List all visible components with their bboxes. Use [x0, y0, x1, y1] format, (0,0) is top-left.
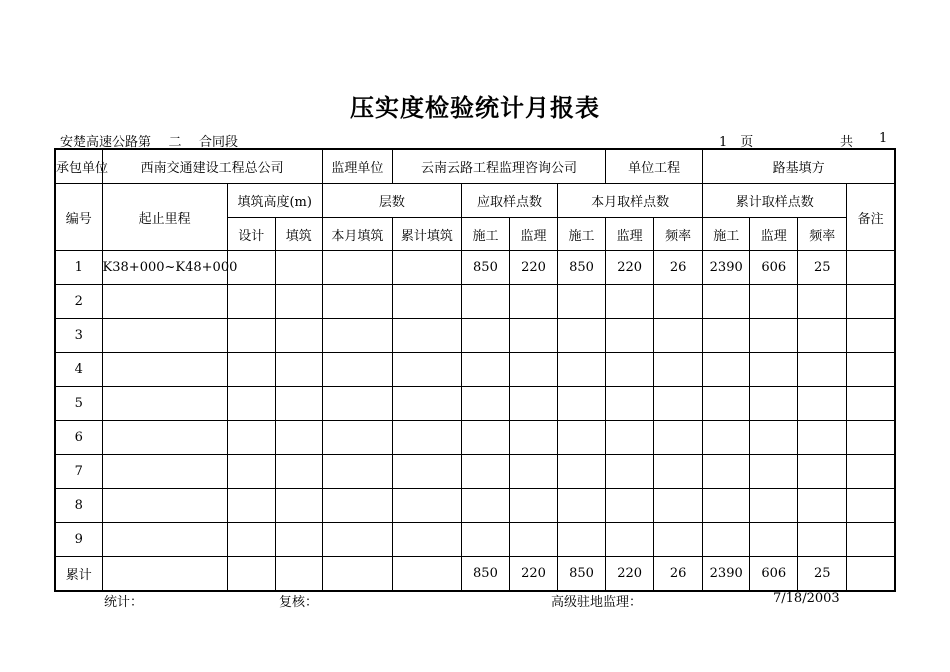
cell-remark	[847, 353, 895, 387]
header-remarks: 备注	[847, 184, 895, 251]
cell-cum-fill	[392, 455, 461, 489]
footer-date: 7/18/2003	[773, 591, 840, 606]
header-cum-points: 累计取样点数	[703, 184, 847, 218]
cell-fill	[275, 251, 322, 285]
cell-cum-supervision	[750, 319, 798, 353]
cell-cum-frequency	[798, 489, 847, 523]
cell-mon-supervision	[606, 523, 654, 557]
header-req-supervision: 监理	[509, 218, 557, 251]
cell-cum-construction	[703, 489, 750, 523]
cell-cum-frequency	[798, 523, 847, 557]
info-row	[55, 149, 895, 184]
cell-mon-frequency	[654, 319, 703, 353]
header-required-points: 应取样点数	[461, 184, 557, 218]
cell-design	[227, 353, 275, 387]
contract-suffix: 合同段	[199, 135, 239, 150]
cell-mon-frequency	[654, 353, 703, 387]
total-pages-value: 1	[879, 131, 888, 146]
cell-mileage	[102, 455, 227, 489]
cell-remark	[847, 455, 895, 489]
total-pages-label: 共	[840, 135, 854, 150]
cell-req-supervision	[509, 285, 557, 319]
cell-cum-frequency	[798, 387, 847, 421]
cell-req-supervision	[509, 523, 557, 557]
cell-remark	[847, 251, 895, 285]
cell-cum-supervision	[750, 285, 798, 319]
total-req-construction: 850	[461, 557, 509, 592]
cell-fill	[275, 557, 322, 592]
cell-cum-frequency	[798, 285, 847, 319]
cell-month-fill	[322, 489, 392, 523]
cell-mon-supervision	[606, 455, 654, 489]
header-cum-supervision: 监理	[750, 218, 798, 251]
table-row	[55, 251, 895, 285]
cell-design	[227, 523, 275, 557]
total-mon-supervision: 220	[606, 557, 654, 592]
cell-mon-frequency	[654, 387, 703, 421]
footer-review-label: 复核：	[279, 595, 319, 610]
cell-month-fill	[322, 455, 392, 489]
cell-design	[227, 421, 275, 455]
cell-req-supervision	[509, 387, 557, 421]
header-cum-fill: 累计填筑	[392, 218, 461, 251]
cell-cum-fill	[392, 251, 461, 285]
cell-remark	[847, 319, 895, 353]
cell-req-construction	[461, 353, 509, 387]
unit-project-value: 路基填方	[703, 149, 895, 184]
header-row-1	[55, 184, 895, 218]
table-row	[55, 285, 895, 319]
cell-cum-fill	[392, 285, 461, 319]
cell-cum-fill	[392, 557, 461, 592]
cell-cum-frequency	[798, 353, 847, 387]
cell-mileage	[102, 421, 227, 455]
cell-mon-construction	[558, 523, 606, 557]
compaction-report-table	[54, 148, 896, 592]
table-row	[55, 455, 895, 489]
cell-mon-construction	[558, 455, 606, 489]
cell-mon-construction: 850	[558, 251, 606, 285]
cell-no: 1	[55, 251, 102, 285]
cell-month-fill	[322, 251, 392, 285]
cell-design	[227, 557, 275, 592]
cell-mon-construction	[558, 421, 606, 455]
table-row	[55, 523, 895, 557]
header-cum-frequency: 频率	[798, 218, 847, 251]
cell-mileage	[102, 285, 227, 319]
cell-mon-frequency	[654, 523, 703, 557]
cell-req-supervision	[509, 353, 557, 387]
cell-cum-construction: 2390	[703, 251, 750, 285]
cell-mon-construction	[558, 285, 606, 319]
cell-fill	[275, 353, 322, 387]
table-row	[55, 421, 895, 455]
cell-req-construction	[461, 489, 509, 523]
cell-req-supervision	[509, 319, 557, 353]
cell-no: 3	[55, 319, 102, 353]
cell-mileage	[102, 353, 227, 387]
total-label: 累计	[55, 557, 102, 592]
cell-no: 4	[55, 353, 102, 387]
cell-cum-frequency: 25	[798, 251, 847, 285]
cell-mon-construction	[558, 319, 606, 353]
cell-cum-fill	[392, 387, 461, 421]
cell-cum-construction	[703, 455, 750, 489]
contract-prefix: 安楚高速公路第	[60, 135, 152, 150]
cell-remark	[847, 557, 895, 592]
cell-cum-fill	[392, 489, 461, 523]
cell-design	[227, 489, 275, 523]
cell-cum-construction	[703, 421, 750, 455]
table-body	[55, 149, 895, 591]
cell-mon-frequency	[654, 421, 703, 455]
cell-req-construction	[461, 319, 509, 353]
cell-req-construction: 850	[461, 251, 509, 285]
header-req-construction: 施工	[461, 218, 509, 251]
cell-fill	[275, 285, 322, 319]
unit-project-label: 单位工程	[606, 149, 703, 184]
cell-req-supervision: 220	[509, 251, 557, 285]
cell-cum-construction	[703, 353, 750, 387]
header-fill: 填筑	[275, 218, 322, 251]
cell-cum-supervision	[750, 353, 798, 387]
total-cum-construction: 2390	[703, 557, 750, 592]
cell-month-fill	[322, 353, 392, 387]
table-row	[55, 387, 895, 421]
cell-mileage	[102, 319, 227, 353]
cell-mon-supervision	[606, 319, 654, 353]
cell-req-supervision	[509, 489, 557, 523]
cell-fill	[275, 319, 322, 353]
contractor-label: 承包单位	[55, 149, 102, 184]
cell-mileage: K38+000~K48+000	[102, 251, 227, 285]
cell-fill	[275, 523, 322, 557]
cell-mon-frequency	[654, 285, 703, 319]
table-row	[55, 319, 895, 353]
cell-cum-supervision	[750, 523, 798, 557]
cell-cum-frequency	[798, 455, 847, 489]
header-no: 编号	[55, 184, 102, 251]
cell-design	[227, 455, 275, 489]
total-req-supervision: 220	[509, 557, 557, 592]
cell-mon-supervision	[606, 489, 654, 523]
cell-mileage	[102, 523, 227, 557]
cell-mon-supervision	[606, 421, 654, 455]
header-mileage: 起止里程	[102, 184, 227, 251]
cell-mon-supervision	[606, 285, 654, 319]
cell-fill	[275, 387, 322, 421]
cell-month-fill	[322, 387, 392, 421]
cell-no: 2	[55, 285, 102, 319]
cell-design	[227, 319, 275, 353]
cell-remark	[847, 285, 895, 319]
cell-cum-construction	[703, 319, 750, 353]
header-mon-supervision: 监理	[606, 218, 654, 251]
cell-cum-supervision	[750, 387, 798, 421]
header-month-points: 本月取样点数	[558, 184, 703, 218]
cell-mileage	[102, 387, 227, 421]
footer-resident-supervisor-label: 高级驻地监理：	[551, 595, 643, 610]
cell-mon-frequency	[654, 455, 703, 489]
page-number: 1 页	[719, 135, 754, 150]
header-mon-frequency: 频率	[654, 218, 703, 251]
contract-number: 二	[151, 136, 199, 150]
total-mon-construction: 850	[558, 557, 606, 592]
cell-cum-supervision: 606	[750, 251, 798, 285]
cell-remark	[847, 523, 895, 557]
cell-remark	[847, 489, 895, 523]
cell-req-construction	[461, 285, 509, 319]
cell-mon-construction	[558, 489, 606, 523]
cell-mon-construction	[558, 353, 606, 387]
cell-mileage	[102, 489, 227, 523]
cell-cum-supervision	[750, 455, 798, 489]
total-cum-supervision: 606	[750, 557, 798, 592]
cell-mon-frequency	[654, 489, 703, 523]
header-fill-height: 填筑高度(m)	[227, 184, 322, 218]
cell-req-construction	[461, 421, 509, 455]
total-mon-frequency: 26	[654, 557, 703, 592]
supervisor-label: 监理单位	[322, 149, 392, 184]
cell-mon-construction	[558, 387, 606, 421]
cell-month-fill	[322, 285, 392, 319]
cell-cum-fill	[392, 353, 461, 387]
cell-month-fill	[322, 319, 392, 353]
cell-month-fill	[322, 421, 392, 455]
cell-mon-supervision: 220	[606, 251, 654, 285]
cell-cum-frequency	[798, 421, 847, 455]
cell-fill	[275, 421, 322, 455]
cell-remark	[847, 421, 895, 455]
report-title: 压实度检验统计月报表	[350, 93, 600, 122]
header-month-fill: 本月填筑	[322, 218, 392, 251]
cell-no: 9	[55, 523, 102, 557]
cell-cum-construction	[703, 285, 750, 319]
cell-cum-frequency	[798, 319, 847, 353]
cell-req-construction	[461, 523, 509, 557]
cell-no: 6	[55, 421, 102, 455]
cell-req-supervision	[509, 455, 557, 489]
supervisor-value: 云南云路工程监理咨询公司	[392, 149, 605, 184]
cell-mileage	[102, 557, 227, 592]
cell-cum-construction	[703, 387, 750, 421]
cell-design	[227, 387, 275, 421]
total-row	[55, 557, 895, 592]
cell-remark	[847, 387, 895, 421]
header-layers: 层数	[322, 184, 461, 218]
cell-no: 8	[55, 489, 102, 523]
cell-cum-supervision	[750, 421, 798, 455]
cell-no: 5	[55, 387, 102, 421]
header-cum-construction: 施工	[703, 218, 750, 251]
cell-req-construction	[461, 455, 509, 489]
cell-fill	[275, 455, 322, 489]
table-row	[55, 489, 895, 523]
cell-fill	[275, 489, 322, 523]
cell-mon-supervision	[606, 387, 654, 421]
cell-mon-supervision	[606, 353, 654, 387]
cell-month-fill	[322, 523, 392, 557]
cell-no: 7	[55, 455, 102, 489]
contractor-value: 西南交通建设工程总公司	[102, 149, 322, 184]
cell-cum-fill	[392, 319, 461, 353]
cell-mon-frequency: 26	[654, 251, 703, 285]
table-row	[55, 353, 895, 387]
header-design: 设计	[227, 218, 275, 251]
footer-stats-label: 统计：	[104, 595, 144, 610]
cell-cum-fill	[392, 523, 461, 557]
cell-cum-supervision	[750, 489, 798, 523]
cell-req-construction	[461, 387, 509, 421]
header-mon-construction: 施工	[558, 218, 606, 251]
cell-req-supervision	[509, 421, 557, 455]
cell-month-fill	[322, 557, 392, 592]
cell-design	[227, 285, 275, 319]
total-cum-frequency: 25	[798, 557, 847, 592]
cell-cum-fill	[392, 421, 461, 455]
cell-cum-construction	[703, 523, 750, 557]
